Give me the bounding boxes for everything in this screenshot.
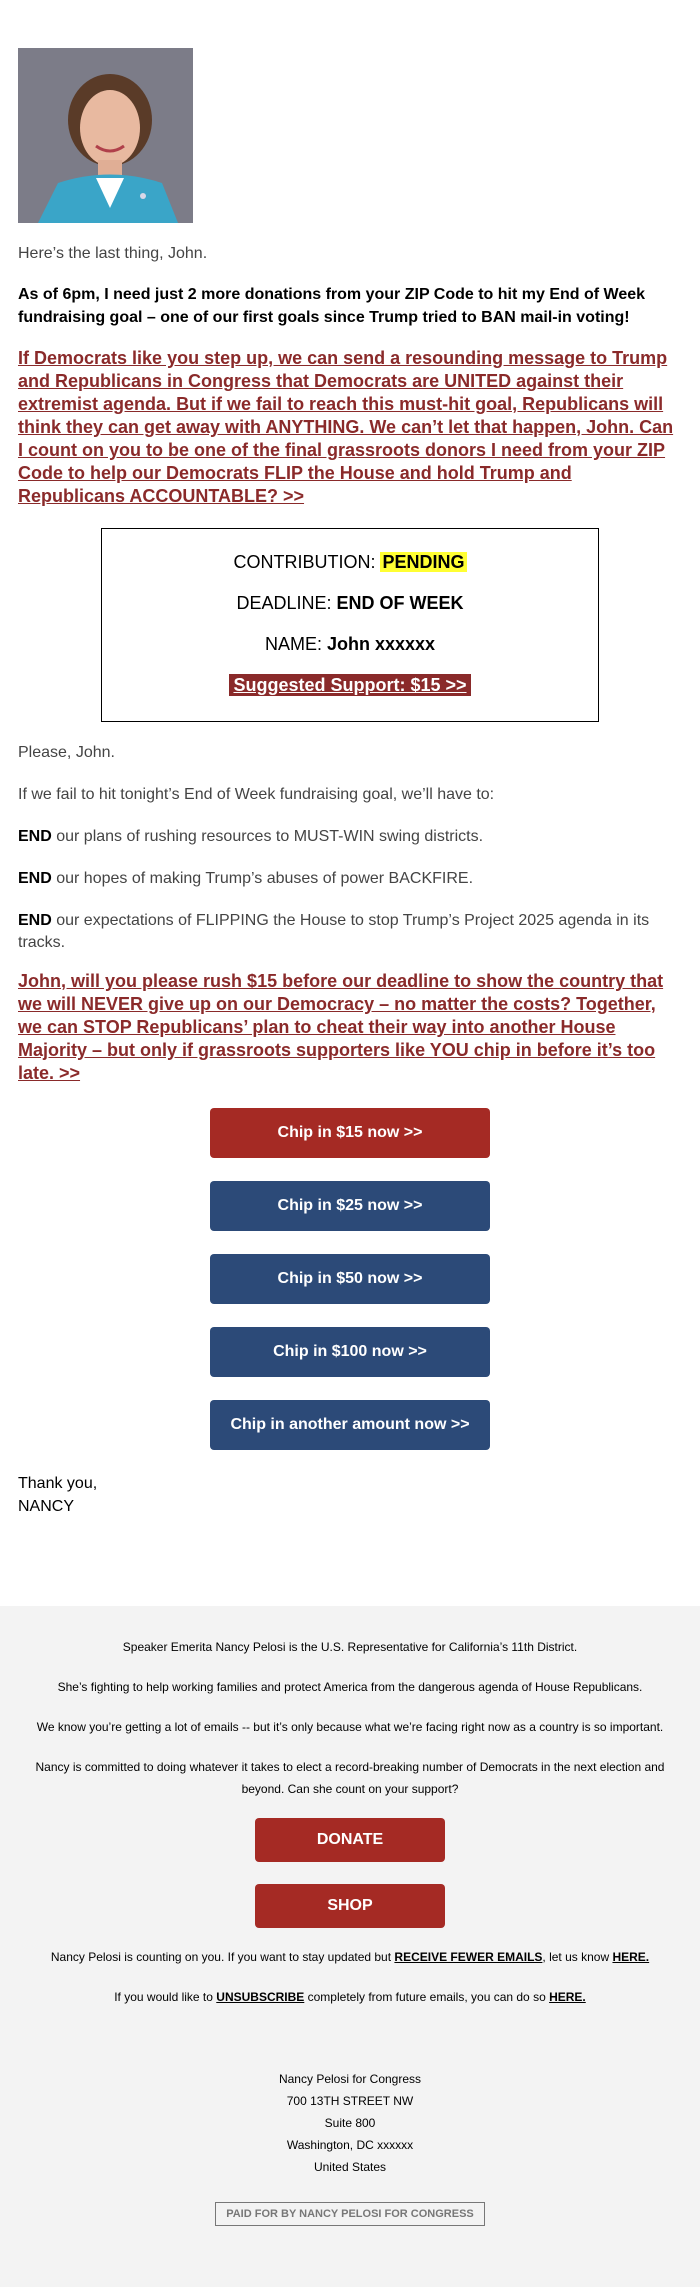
signoff-name: NANCY <box>18 1498 75 1515</box>
unsubscribe-link[interactable]: UNSUBSCRIBE <box>216 1990 305 2004</box>
name-row <box>102 633 598 655</box>
intro-bold-text: As of 6pm, I need just 2 more donations from your ZIP Code to hit my End of Week fundraising goal – one of our first goals since Trump tried to BAN mail-in voting! <box>18 286 646 326</box>
intro-donate-link[interactable]: If Democrats like you step up, we can send a resounding message to Trump and Republicans in Congress that Democrats are UNITED against their extremist agenda. But if we fail to reach this must-hit goal, Republicans will think they can get away with ANYTHING. We can’t let that happen, John. Can I count on you to be one of the final grassroots donors I need from your ZIP Code to help our Democrats FLIP the House and hold Trump and Republicans ACCOUNTABLE? >> <box>18 348 674 506</box>
address-line: 700 13TH STREET NW <box>286 2094 414 2108</box>
chip-in-50-button[interactable]: Chip in $50 now >> <box>210 1254 490 1304</box>
address-line: Nancy Pelosi for Congress <box>278 2072 422 2086</box>
greeting: Here’s the last thing, John. <box>18 245 208 262</box>
unsubscribe-mid: completely from future emails, you can do so <box>304 1990 550 2004</box>
contribution-row <box>102 551 598 573</box>
shop-button[interactable]: SHOP <box>255 1884 445 1928</box>
footer-emails-note: We know you’re getting a lot of emails -- but it’s only because what we’re facing right now as a country is so important. <box>36 1720 664 1734</box>
signoff <box>18 1472 682 1518</box>
paid-for-disclaimer: PAID FOR BY NANCY PELOSI FOR CONGRESS <box>215 2202 485 2226</box>
end-keyword: END <box>18 828 52 845</box>
address-line: Washington, DC xxxxxx <box>286 2138 414 2152</box>
fewer-emails-here-link[interactable]: HERE. <box>612 1950 650 1964</box>
address-line: United States <box>313 2160 387 2174</box>
receive-fewer-emails-link[interactable]: RECEIVE FEWER EMAILS <box>394 1950 543 1964</box>
chip-in-25-button[interactable]: Chip in $25 now >> <box>210 1181 490 1231</box>
portrait-photo <box>18 48 193 223</box>
donation-buttons <box>18 1108 682 1450</box>
chip-in-15-button[interactable]: Chip in $15 now >> <box>210 1108 490 1158</box>
fail-intro-text: If we fail to hit tonight’s End of Week fundraising goal, we’ll have to: <box>18 786 495 803</box>
please-text: Please, John. <box>18 744 115 761</box>
closing-donate-link[interactable]: John, will you please rush $15 before our deadline to show the country that we will NEVER give up on our Democracy – no matter the costs? Together, we can STOP Republicans’ plan to cheat their way into another House Majority – but only if grassroots supporters like YOU chip in before it’s too late. >> <box>18 971 664 1083</box>
name-label: NAME: <box>264 634 327 654</box>
unsubscribe-text: If you would like to <box>114 1990 217 2004</box>
fewer-emails-text: Nancy Pelosi is counting on you. If you want to stay updated but <box>50 1950 395 1964</box>
suggested-support-link[interactable]: Suggested Support: $15 >> <box>229 674 470 696</box>
end-item <box>18 826 682 848</box>
unsubscribe-line <box>30 1986 670 2008</box>
footer-commitment: Nancy is committed to doing whatever it takes to elect a record-breaking number of Democrats in the next election and beyond. Can she count on your support? <box>35 1760 665 1796</box>
end-item <box>18 868 682 890</box>
footer-mission: She’s fighting to help working families and protect America from the dangerous agenda of House Republicans. <box>57 1680 643 1694</box>
end-item <box>18 910 682 954</box>
contribution-box <box>101 528 599 722</box>
footer-bio: Speaker Emerita Nancy Pelosi is the U.S. Representative for California’s 11th District. <box>122 1640 578 1654</box>
chip-in-100-button[interactable]: Chip in $100 now >> <box>210 1327 490 1377</box>
end-keyword: END <box>18 912 52 929</box>
deadline-value: END OF WEEK <box>336 593 464 613</box>
signoff-thanks: Thank you, <box>18 1475 98 1492</box>
end-item-text: our hopes of making Trump’s abuses of power BACKFIRE. <box>51 870 474 887</box>
portrait-image <box>18 48 193 223</box>
contribution-status: PENDING <box>382 552 465 572</box>
end-keyword: END <box>18 870 52 887</box>
footer <box>0 1606 700 2287</box>
contribution-label: CONTRIBUTION: <box>233 552 381 572</box>
unsubscribe-here-link[interactable]: HERE. <box>549 1990 586 2004</box>
fewer-emails-line <box>30 1946 670 1968</box>
chip-in-other-button[interactable]: Chip in another amount now >> <box>210 1400 490 1450</box>
donate-button[interactable]: DONATE <box>255 1818 445 1862</box>
end-item-text: our expectations of FLIPPING the House to stop Trump’s Project 2025 agenda in its tracks. <box>18 912 650 951</box>
fewer-emails-mid: , let us know <box>542 1950 613 1964</box>
mailing-address <box>0 2068 700 2178</box>
deadline-row <box>102 592 598 614</box>
name-value: John xxxxxx <box>326 634 436 654</box>
deadline-label: DEADLINE: <box>236 593 337 613</box>
end-item-text: our plans of rushing resources to MUST-WIN swing districts. <box>51 828 484 845</box>
address-line: Suite 800 <box>324 2116 376 2130</box>
